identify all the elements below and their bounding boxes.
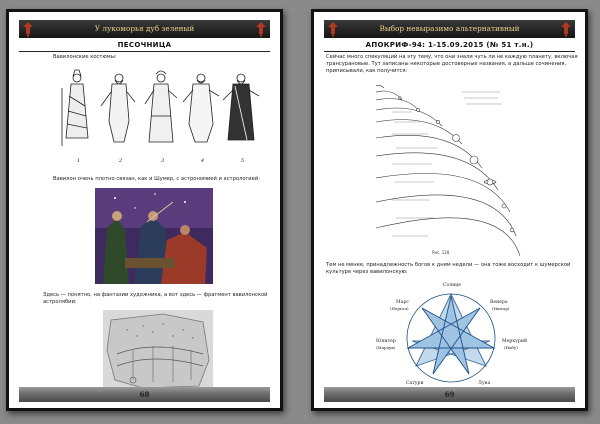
label-mercury: Меркурий [502, 339, 528, 344]
label-mercury-sub: (Набу) [504, 345, 518, 350]
seven-planets-heptagram [366, 278, 536, 396]
label-mars-sub: (Нергал) [390, 306, 409, 311]
label-sun: Солнце [443, 283, 461, 288]
diagram-caption: Рис. 128 [432, 250, 450, 255]
caption-astrolabe: Здесь — понятно, на фантазии художника, а вот здесь — фрагмент вавилонской астролябии: [43, 292, 268, 305]
label-venus: Венера [490, 300, 508, 305]
left-section-title: ПЕСОЧНИЦА [19, 40, 270, 52]
right-header-text: Выбор невыразимо альтернативный [379, 24, 520, 33]
figure-number: 3 [161, 158, 165, 164]
label-moon: Луна [478, 381, 491, 386]
caption-astrology: Вавилон очень плотно связан, как и Шумер, с астрономией и астрологией: [53, 176, 260, 182]
astrologers-painting [95, 188, 213, 284]
caption-costumes: Вавилонские костюмы: [53, 54, 117, 60]
paragraph-weekdays: Тем не менее, принадлежность богов к дням недели — она тоже восходит к шумерской культуре через вавилонскую: [326, 262, 571, 275]
ornament-icon [559, 21, 573, 37]
label-saturn: Сатурн [406, 381, 424, 386]
astrolabe-fragment-image [103, 310, 213, 392]
label-jupiter: Юпитер [376, 339, 396, 344]
right-page-header [324, 20, 575, 38]
ornament-icon [254, 21, 268, 37]
right-section-title: АПОКРИФ-94: 1-15.09.2015 (№ 51 т.н.) [324, 40, 575, 52]
planetary-orbits-diagram [372, 82, 522, 258]
label-mars: Марс [396, 300, 409, 305]
figure-number: 5 [241, 158, 245, 164]
paragraph-planets-intro: Сейчас много спекуляций на эту тему, что они знали чуть ли не каждую планету, включая трансурановые. Тут записаны некоторые достоверные названия, а дальше сочинения, приписывали, как получится: [326, 54, 578, 74]
left-page [6, 9, 283, 411]
right-page-number: 69 [324, 387, 575, 402]
label-venus-sub: (Иштар) [492, 306, 510, 311]
ornament-icon [326, 21, 340, 37]
figure-number: 4 [201, 158, 205, 164]
ornament-icon [21, 21, 35, 37]
figure-number: 2 [119, 158, 123, 164]
label-jupiter-sub: (Мардук) [376, 345, 396, 350]
left-page-number: 68 [19, 387, 270, 402]
left-page-header [19, 20, 270, 38]
left-header-text: У лукоморья дуб зеленый [94, 24, 195, 33]
right-page [311, 9, 588, 411]
babylonian-costumes-illustration [55, 66, 265, 172]
figure-number: 1 [77, 158, 81, 164]
